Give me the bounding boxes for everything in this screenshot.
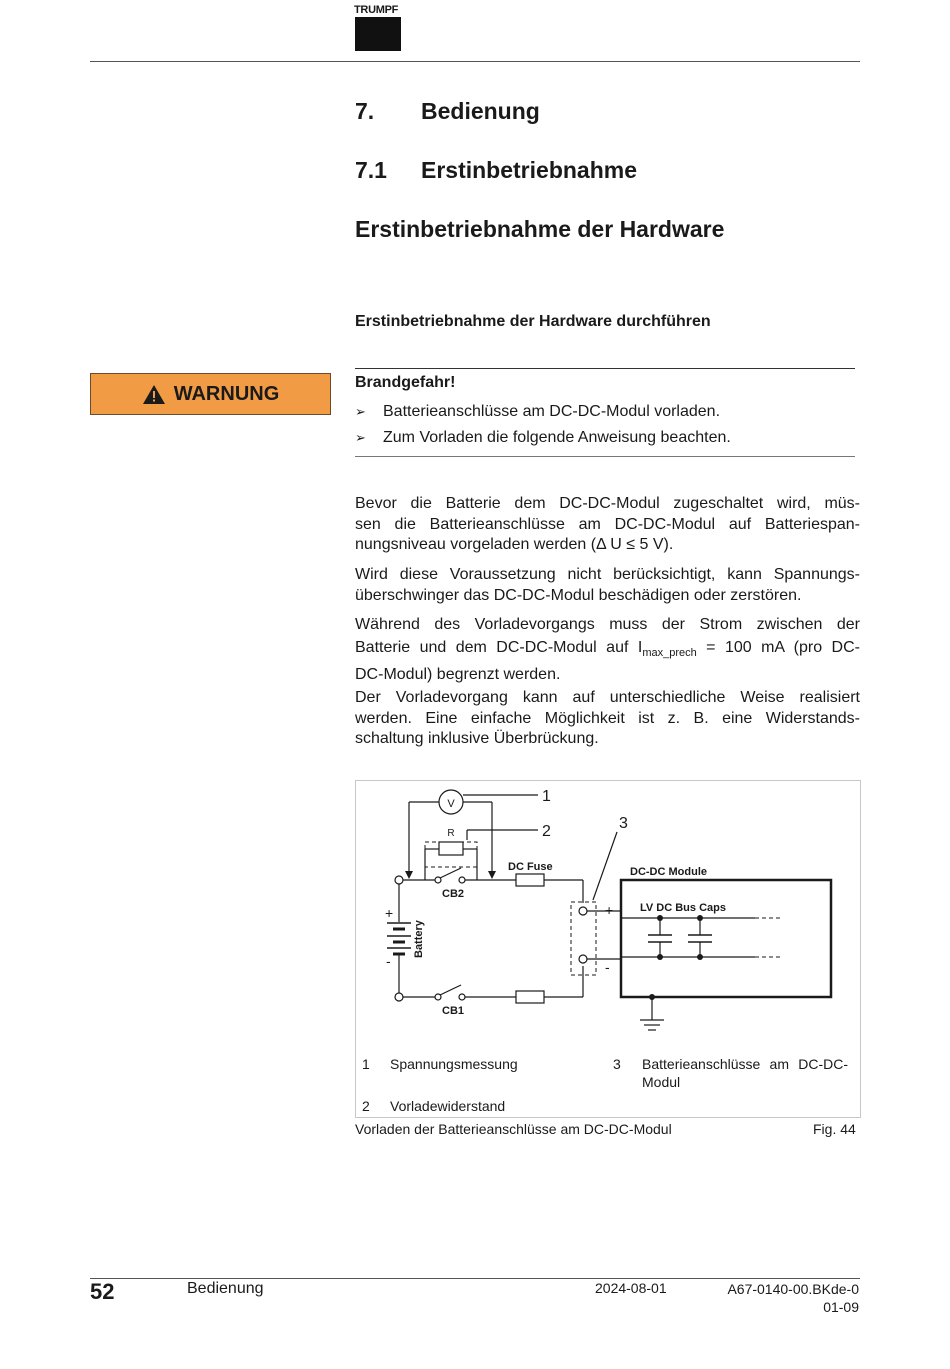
paragraph-text: = 100 mA (pro DC- <box>696 638 860 656</box>
legend-number: 2 <box>362 1098 370 1114</box>
legend-text: Vorladewiderstand <box>390 1098 506 1114</box>
document-id-line: 01-09 <box>823 1299 859 1315</box>
paragraph-current-limit <box>355 615 860 685</box>
battery-plus-sign: + <box>385 905 394 921</box>
paragraph-text: Batterie und dem DC-DC-Modul auf I <box>355 638 643 656</box>
warning-item-text: Zum Vorladen die folgende Anweisung beachten. <box>383 429 731 446</box>
paragraph-line: Wird diese Voraussetzung nicht berücksichtigt, kann Spannungs- <box>355 566 860 583</box>
resistor-label: R <box>447 828 455 839</box>
callout-1: 1 <box>542 788 551 805</box>
warning-title: Brandgefahr! <box>355 374 456 391</box>
cb2-label: CB2 <box>442 888 465 900</box>
company-logo-block <box>355 17 401 51</box>
caps-label: LV DC Bus Caps <box>640 902 726 914</box>
warning-triangle-icon <box>142 384 166 405</box>
warning-badge <box>90 373 331 415</box>
warning-top-rule <box>355 368 855 369</box>
section-number: 7.1 <box>355 157 387 183</box>
paragraph-precharge-methods <box>355 688 860 750</box>
arrow-bullet-icon: ➢ <box>355 404 366 419</box>
terminal-minus-sign: - <box>605 959 610 975</box>
chapter-number: 7. <box>355 98 375 124</box>
section-heading <box>355 157 637 184</box>
legend-text: Batterieanschlüsse am DC-DC- <box>642 1056 848 1072</box>
section-title: Erstinbetriebnahme <box>421 157 637 183</box>
current-subscript: max_prech <box>642 646 697 659</box>
dc-fuse-label: DC Fuse <box>508 861 553 873</box>
company-logo-text: TRUMPF <box>354 4 399 16</box>
paragraph-line: überschwinger das DC-DC-Modul beschädigen oder zerstören. <box>355 586 802 604</box>
callout-2: 2 <box>542 823 551 840</box>
paragraph-line: Der Vorladevorgang kann auf unterschiedliche Weise realisiert <box>355 689 860 706</box>
terminal-plus-sign: + <box>605 902 614 918</box>
chapter-title: Bedienung <box>421 98 540 124</box>
footer-rule <box>90 1278 860 1279</box>
warning-label: WARNUNG <box>173 382 280 405</box>
subsection-heading: Erstinbetriebnahme der Hardware <box>355 216 725 242</box>
paragraph-line: Bevor die Batterie dem DC-DC-Modul zugeschaltet wird, müs- <box>355 495 860 512</box>
paragraph-line <box>355 636 860 665</box>
paragraph-line: Während des Vorladevorgangs muss der Strom zwischen der <box>355 616 860 633</box>
page-number: 52 <box>90 1279 115 1304</box>
paragraph-line: nungsniveau vorgeladen werden (Δ U ≤ 5 V). <box>355 536 674 553</box>
paragraph-line: DC-Modul) begrenzt werden. <box>355 665 561 683</box>
arrow-bullet-icon: ➢ <box>355 430 366 445</box>
cb1-label: CB1 <box>442 1005 465 1017</box>
figure-caption: Vorladen der Batterieanschlüsse am DC-DC-Modul <box>355 1121 672 1137</box>
legend-number: 3 <box>613 1056 621 1072</box>
module-label: DC-DC Module <box>630 866 707 878</box>
paragraph-line: sen die Batterieanschlüsse am DC-DC-Modul auf Batteriespan- <box>355 515 860 533</box>
warning-item <box>355 403 720 421</box>
header-rule <box>90 61 860 62</box>
paragraph-line: werden. Eine einfache Möglichkeit ist z. B. eine Widerstands- <box>355 709 860 727</box>
document-id-line: A67-0140-00.BKde-0 <box>727 1281 859 1297</box>
legend-text: Modul <box>642 1074 681 1090</box>
footer-document-id <box>700 1280 859 1316</box>
warning-item-text: Batterieanschlüsse am DC-DC-Modul vorladen. <box>383 403 721 420</box>
paragraph-precharge-requirement <box>355 494 860 556</box>
footer-date: 2024-08-01 <box>595 1280 667 1296</box>
precharge-circuit-diagram <box>355 780 861 1050</box>
legend-number: 1 <box>362 1056 370 1072</box>
procedure-heading: Erstinbetriebnahme der Hardware durchführen <box>355 313 711 330</box>
battery-minus-sign: - <box>386 953 391 969</box>
voltmeter-label: V <box>447 798 455 810</box>
chapter-heading <box>355 98 540 125</box>
legend-text: Spannungsmessung <box>390 1056 518 1072</box>
warning-bottom-rule <box>355 456 855 457</box>
battery-label: Battery <box>413 920 425 958</box>
footer-section: Bedienung <box>187 1280 264 1297</box>
warning-item <box>355 429 731 447</box>
figure-number: Fig. 44 <box>813 1121 856 1137</box>
paragraph-line: schaltung inklusive Überbrückung. <box>355 730 599 747</box>
paragraph-overvoltage <box>355 565 860 606</box>
callout-3: 3 <box>619 815 628 832</box>
